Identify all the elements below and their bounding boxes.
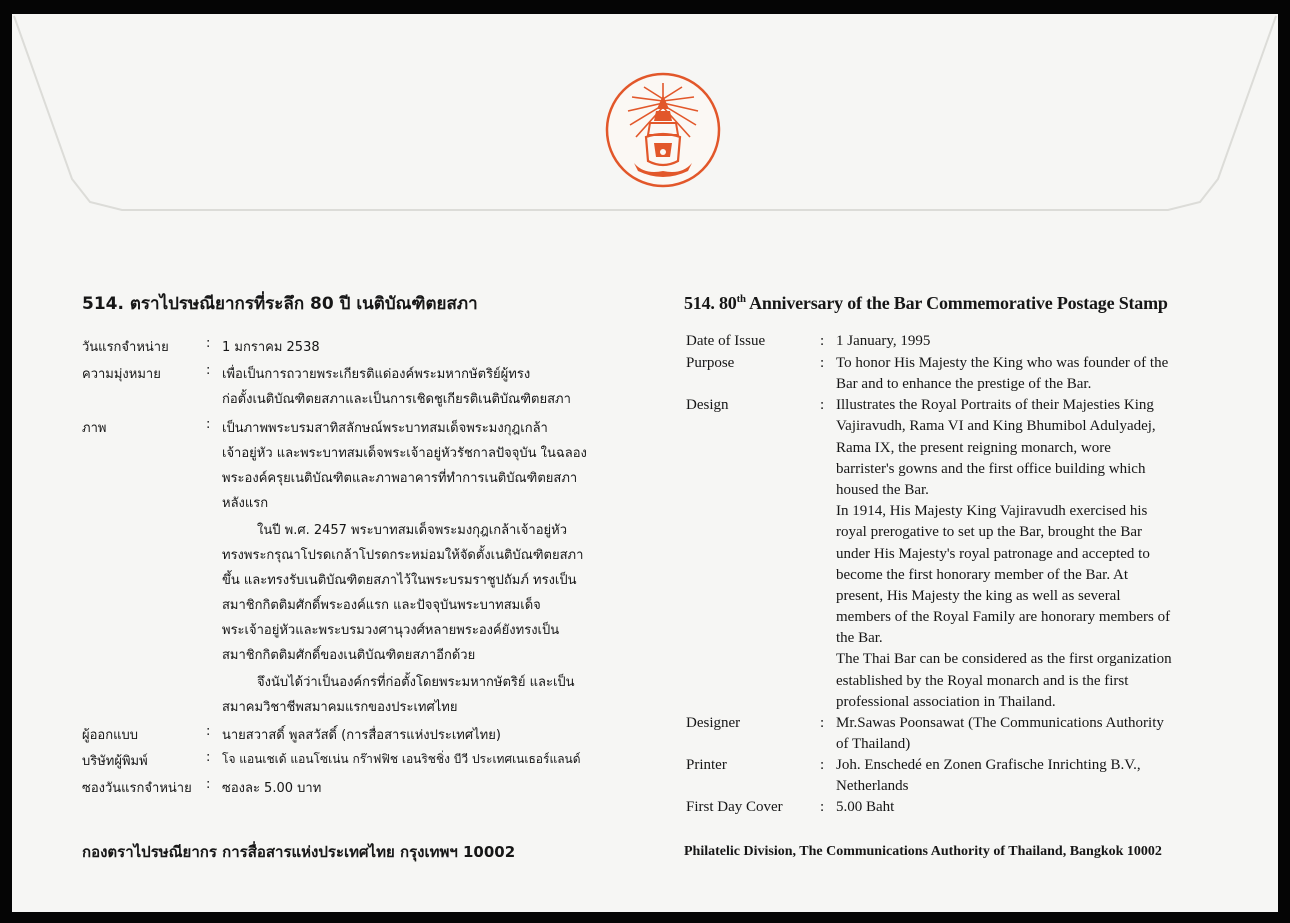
- thai-fdc-value: ซองละ 5.00 บาท: [222, 781, 322, 796]
- english-heading-number: 514. 80: [684, 293, 737, 313]
- thai-design-line: ในปี พ.ศ. 2457 พระบาทสมเด็จพระมงกุฎเกล้าเจ้าอยู่หัว: [257, 523, 568, 538]
- english-designer-colon: :: [820, 715, 825, 731]
- english-purpose-line: Bar and to enhance the prestige of the Bar.: [836, 376, 1092, 392]
- thai-designer-value: นายสวาสดิ์ พูลสวัสดิ์ (การสื่อสารแห่งประเทศไทย): [222, 728, 501, 743]
- thai-issue-label: วันแรกจำหน่าย: [82, 340, 169, 355]
- english-issue-label: Date of Issue: [686, 333, 766, 349]
- english-printer-label: Printer: [686, 757, 727, 773]
- thai-printer-colon: :: [206, 750, 211, 765]
- thai-design-line: พระเจ้าอยู่หัวและพระบรมวงศานุวงศ์หลายพระองค์ยังทรงเป็น: [222, 623, 560, 638]
- english-design-line: royal prerogative to set up the Bar, brought the Bar: [836, 524, 1142, 540]
- english-design-line: under His Majesty's royal patronage and accepted to: [836, 546, 1150, 562]
- english-design-line: barrister's gowns and the first office building which: [836, 461, 1146, 477]
- english-design-line: The Thai Bar can be considered as the first organization: [836, 651, 1172, 667]
- english-purpose-colon: :: [820, 355, 825, 371]
- english-design-line: established by the Royal monarch and is the first: [836, 673, 1129, 689]
- english-issue-colon: :: [820, 333, 825, 349]
- english-purpose-line: To honor His Majesty the King who was founder of the: [836, 355, 1169, 371]
- english-design-line: the Bar.: [836, 630, 883, 646]
- english-design-line: professional association in Thailand.: [836, 694, 1056, 710]
- english-heading-ordinal: th: [736, 293, 746, 305]
- english-fdc-value: 5.00 Baht: [836, 799, 895, 815]
- thai-design-line: จึงนับได้ว่าเป็นองค์กรที่ก่อตั้งโดยพระมหากษัตริย์ และเป็น: [257, 675, 575, 690]
- english-heading-title: Anniversary of the Bar Commemorative Postage Stamp: [745, 293, 1168, 313]
- thai-design-line: สมาชิกกิตติมศักดิ์พระองค์แรก และปัจจุบันพระบาทสมเด็จ: [222, 598, 541, 613]
- thai-issue-value: 1 มกราคม 2538: [222, 340, 320, 355]
- english-printer-colon: :: [820, 757, 825, 773]
- english-fdc-label: First Day Cover: [686, 799, 783, 815]
- thai-purpose-colon: :: [206, 363, 211, 378]
- royal-crest-seal: [604, 71, 722, 189]
- thai-design-line: สมาคมวิชาชีพสมาคมแรกของประเทศไทย: [222, 700, 458, 715]
- english-designer-line: Mr.Sawas Poonsawat (The Communications Authority: [836, 715, 1164, 731]
- thai-printer-value: โจ แอนเชเด้ แอนโซเน่น กร๊าฟฟิช เอนริชชิ่ง บีวี ประเทศเนเธอร์แลนด์: [222, 752, 581, 766]
- english-design-colon: :: [820, 397, 825, 413]
- english-design-line: present, His Majesty the king as well as several: [836, 588, 1121, 604]
- english-purpose-label: Purpose: [686, 355, 735, 371]
- english-footer: Philatelic Division, The Communications Authority of Thailand, Bangkok 10002: [684, 844, 1162, 859]
- thai-design-line: เป็นภาพพระบรมสาทิสลักษณ์พระบาทสมเด็จพระมงกุฎเกล้า: [222, 421, 548, 436]
- thai-purpose-label: ความมุ่งหมาย: [82, 367, 161, 382]
- envelope-back: [12, 14, 1278, 912]
- english-issue-value: 1 January, 1995: [836, 333, 931, 349]
- thai-design-line: พระองค์ครุยเนติบัณฑิตและภาพอาคารที่ทำการเนติบัณฑิตยสภา: [222, 471, 578, 486]
- thai-design-label: ภาพ: [82, 421, 107, 436]
- english-design-line: Vajiravudh, Rama VI and King Bhumibol Adulyadej,: [836, 418, 1156, 434]
- english-design-label: Design: [686, 397, 729, 413]
- english-design-line: Illustrates the Royal Portraits of their Majesties King: [836, 397, 1154, 413]
- thai-issue-colon: :: [206, 336, 211, 351]
- english-printer-line: Netherlands: [836, 778, 909, 794]
- english-design-line: become the first honorary member of the Bar. At: [836, 567, 1128, 583]
- english-designer-label: Designer: [686, 715, 741, 731]
- thai-fdc-colon: :: [206, 777, 211, 792]
- thai-designer-label: ผู้ออกแบบ: [82, 728, 138, 743]
- english-designer-line: of Thailand): [836, 736, 911, 752]
- thai-design-colon: :: [206, 417, 211, 432]
- english-printer-line: Joh. Enschedé en Zonen Grafische Inrichting B.V.,: [836, 757, 1141, 773]
- english-design-line: housed the Bar.: [836, 482, 929, 498]
- english-design-line: In 1914, His Majesty King Vajiravudh exercised his: [836, 503, 1148, 519]
- thai-footer: กองตราไปรษณียากร การสื่อสารแห่งประเทศไทย กรุงเทพฯ 10002: [82, 843, 516, 861]
- thai-design-line: หลังแรก: [222, 496, 269, 511]
- thai-purpose-line: ก่อตั้งเนติบัณฑิตยสภาและเป็นการเชิดชูเกียรติเนติบัณฑิตยสภา: [222, 392, 571, 407]
- thai-design-line: สมาชิกกิตติมศักดิ์ของเนติบัณฑิตยสภาอีกด้วย: [222, 648, 476, 663]
- english-heading: [684, 293, 1168, 314]
- english-design-line: Rama IX, the present reigning monarch, wore: [836, 440, 1111, 456]
- thai-printer-label: บริษัทผู้พิมพ์: [82, 754, 148, 769]
- thai-design-line: ทรงพระกรุณาโปรดเกล้าโปรดกระหม่อมให้จัดตั้งเนติบัณฑิตยสภา: [222, 548, 584, 563]
- thai-design-line: เจ้าอยู่หัว และพระบาทสมเด็จพระเจ้าอยู่หัวรัชกาลปัจจุบัน ในฉลอง: [222, 446, 587, 461]
- thai-design-line: ขึ้น และทรงรับเนติบัณฑิตยสภาไว้ในพระบรมราชูปถัมภ์ ทรงเป็น: [222, 573, 577, 588]
- thai-designer-colon: :: [206, 724, 211, 739]
- thai-heading: 514. ตราไปรษณียากรที่ระลึก 80 ปี เนติบัณฑิตยสภา: [82, 294, 478, 314]
- thai-fdc-label: ซองวันแรกจำหน่าย: [82, 781, 192, 796]
- english-design-line: members of the Royal Family are honorary members of: [836, 609, 1171, 625]
- english-fdc-colon: :: [820, 799, 825, 815]
- thai-purpose-line: เพื่อเป็นการถวายพระเกียรติแด่องค์พระมหากษัตริย์ผู้ทรง: [222, 367, 531, 382]
